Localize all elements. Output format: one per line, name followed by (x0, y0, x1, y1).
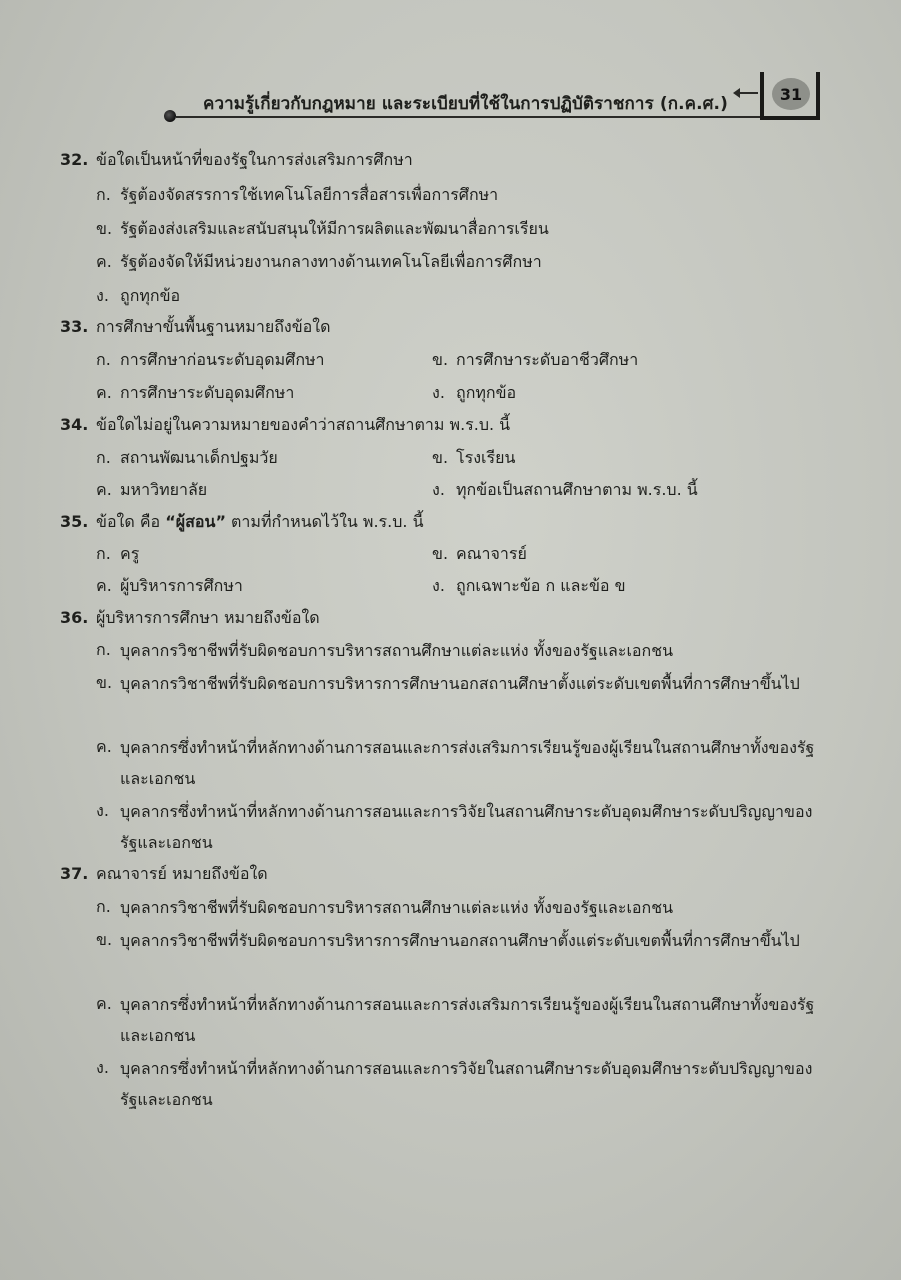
question-text: ข้อใดเป็นหน้าที่ของรัฐในการส่งเสริมการศึกษา (96, 150, 413, 169)
option-text: ถูกทุกข้อ (120, 286, 181, 305)
option-label: ง. (96, 286, 109, 305)
option-label: ง. (432, 480, 445, 499)
option-label: ง. (96, 1058, 109, 1077)
question-text-after: ตามที่กำหนดไว้ใน พ.ร.บ. นี้ (225, 512, 424, 531)
question-number: 33. (60, 317, 89, 336)
question-text-emphasis: “ผู้สอน” (165, 512, 226, 531)
option-text: ถูกทุกข้อ (456, 383, 517, 402)
option-label: ก. (96, 350, 111, 369)
option-text: โรงเรียน (456, 448, 516, 467)
page-number: 31 (772, 78, 810, 110)
option-label: ง. (432, 576, 445, 595)
option-text: ทุกข้อเป็นสถานศึกษาตาม พ.ร.บ. นี้ (456, 480, 698, 499)
option-text: การศึกษาก่อนระดับอุดมศึกษา (120, 350, 325, 369)
option-label: ก. (96, 544, 111, 563)
option-text: บุคลากรวิชาชีพที่รับผิดชอบการบริหารสถานศึกษาแต่ละแห่ง ทั้งของรัฐและเอกชน (120, 898, 674, 917)
option-label: ข. (96, 673, 113, 692)
option-label: ค. (96, 576, 112, 595)
option-label: ข. (432, 544, 449, 563)
option-text: การศึกษาระดับอุดมศึกษา (120, 383, 295, 402)
option-text: บุคลากรซึ่งทำหน้าที่หลักทางด้านการสอนและการวิจัยในสถานศึกษาระดับอุดมศึกษาระดับปริญญาของรัฐและเอกชน (120, 1059, 813, 1109)
question-number: 34. (60, 415, 89, 434)
option-label: ข. (96, 930, 113, 949)
option-label: ง. (96, 801, 109, 820)
option-text: สถานพัฒนาเด็กปฐมวัย (120, 448, 278, 467)
option-label: ก. (96, 897, 111, 916)
option-text: คณาจารย์ (456, 544, 527, 563)
option-text: รัฐต้องจัดสรรการใช้เทคโนโลยีการสื่อสารเพื่อการศึกษา (120, 185, 499, 204)
option-label: ค. (96, 994, 112, 1013)
option-text: การศึกษาระดับอาชีวศึกษา (456, 350, 639, 369)
option-text: ผู้บริหารการศึกษา (120, 576, 243, 595)
option-label: ข. (432, 448, 449, 467)
option-text: บุคลากรซึ่งทำหน้าที่หลักทางด้านการสอนและการวิจัยในสถานศึกษาระดับอุดมศึกษาระดับปริญญาของรัฐและเอกชน (120, 802, 813, 852)
option-text: บุคลากรซึ่งทำหน้าที่หลักทางด้านการสอนและการส่งเสริมการเรียนรู้ของผู้เรียนในสถานศึกษาทั้งของรัฐและเอกชน (120, 738, 815, 788)
option-text: รัฐต้องส่งเสริมและสนับสนุนให้มีการผลิตและพัฒนาสื่อการเรียน (120, 219, 549, 238)
option-text: บุคลากรวิชาชีพที่รับผิดชอบการบริหารการศึกษานอกสถานศึกษาตั้งแต่ระดับเขตพื้นที่การศึกษาขึ้นไป (120, 674, 800, 693)
question-text (96, 510, 424, 534)
option-label: ข. (96, 219, 113, 238)
option-label: ค. (96, 383, 112, 402)
header-title: ความรู้เกี่ยวกับกฎหมาย และระเบียบที่ใช้ในการปฏิบัติราชการ (ก.ค.ศ.) (202, 94, 728, 114)
option-label: ง. (432, 383, 445, 402)
question-text: ข้อใดไม่อยู่ในความหมายของคำว่าสถานศึกษาตาม พ.ร.บ. นี้ (96, 415, 511, 434)
option-text: รัฐต้องจัดให้มีหน่วยงานกลางทางด้านเทคโนโลยีเพื่อการศึกษา (120, 252, 542, 271)
option-text: มหาวิทยาลัย (120, 480, 208, 499)
question-number: 32. (60, 150, 89, 169)
option-label: ก. (96, 640, 111, 659)
option-text: ถูกเฉพาะข้อ ก และข้อ ข (456, 576, 626, 595)
option-text: บุคลากรซึ่งทำหน้าที่หลักทางด้านการสอนและการส่งเสริมการเรียนรู้ของผู้เรียนในสถานศึกษาทั้งของรัฐและเอกชน (120, 995, 815, 1045)
option-text: บุคลากรวิชาชีพที่รับผิดชอบการบริหารการศึกษานอกสถานศึกษาตั้งแต่ระดับเขตพื้นที่การศึกษาขึ้นไป (120, 931, 800, 950)
question-text-before: ข้อใด คือ (96, 512, 166, 531)
option-label: ก. (96, 185, 111, 204)
option-label: ก. (96, 448, 111, 467)
question-number: 36. (60, 608, 89, 627)
option-label: ค. (96, 252, 112, 271)
question-text: ผู้บริหารการศึกษา หมายถึงข้อใด (96, 608, 320, 627)
option-label: ค. (96, 480, 112, 499)
option-text: บุคลากรวิชาชีพที่รับผิดชอบการบริหารสถานศึกษาแต่ละแห่ง ทั้งของรัฐและเอกชน (120, 641, 674, 660)
option-label: ข. (432, 350, 449, 369)
question-text: การศึกษาขั้นพื้นฐานหมายถึงข้อใด (96, 317, 331, 336)
question-text: คณาจารย์ หมายถึงข้อใด (96, 864, 268, 883)
option-label: ค. (96, 737, 112, 756)
option-text: ครู (120, 544, 140, 563)
question-number: 37. (60, 864, 89, 883)
question-number: 35. (60, 512, 89, 531)
